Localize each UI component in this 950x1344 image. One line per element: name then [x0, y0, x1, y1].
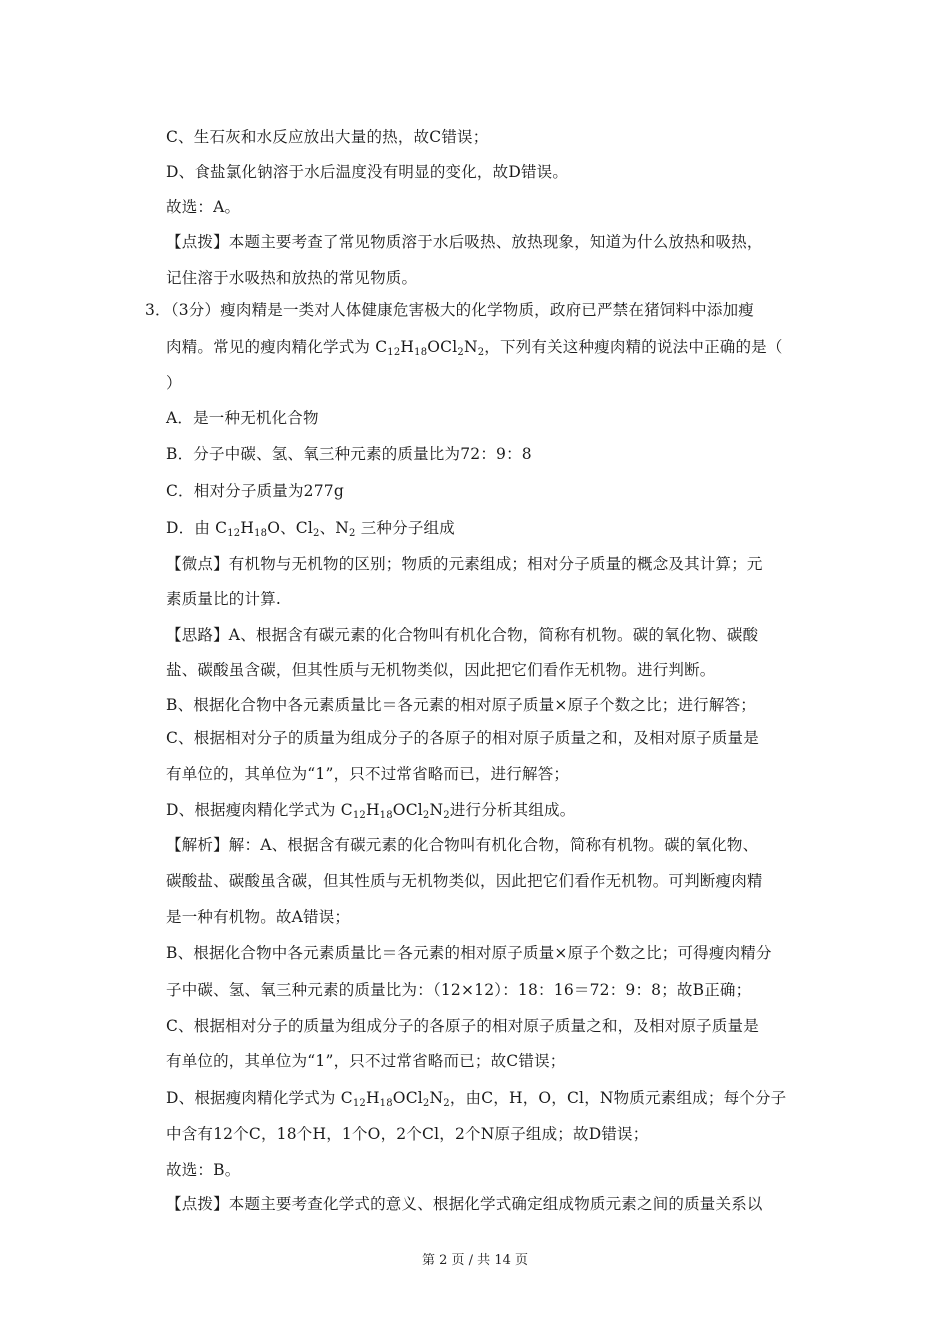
- text-segment: ，下列有关这种瘦肉精的说法中正确的是（: [484, 338, 783, 356]
- text-segment: ，由C，H，O，Cl，N物质元素组成；每个分子: [449, 1089, 787, 1107]
- text-line: 素质量比的计算.: [166, 590, 282, 608]
- text-line: 记住溶于水吸热和放热的常见物质。: [166, 269, 418, 287]
- text-line: 【微点】有机物与无机物的区别；物质的元素组成；相对分子质量的概念及其计算；元: [166, 555, 763, 573]
- subscript: 18: [414, 347, 428, 358]
- text-line: 是一种有机物。故A错误；: [166, 908, 351, 926]
- text-line: B．分子中碳、氢、氧三种元素的质量比为72：9：8: [166, 445, 532, 463]
- text-segment: N: [463, 338, 478, 356]
- subscript: 2: [443, 810, 450, 821]
- text-line: 3．（3分）瘦肉精是一类对人体健康危害极大的化学物质，政府已严禁在猪饲料中添加瘦: [145, 301, 754, 319]
- subscript: 12: [352, 810, 366, 821]
- text-line: A．是一种无机化合物: [166, 409, 319, 427]
- text-line: C．相对分子质量为277g: [166, 482, 344, 500]
- subscript: 12: [227, 528, 241, 539]
- subscript: 2: [457, 347, 464, 358]
- text-segment: H: [240, 519, 255, 537]
- subscript: 2: [313, 528, 320, 539]
- text-line: [166, 518, 455, 538]
- text-line: 子中碳、氢、氧三种元素的质量比为：（12×12）：18：16＝72：9：8；故B正确；: [166, 981, 752, 999]
- text-line: 有单位的，其单位为“1”，只不过常省略而已，进行解答；: [166, 765, 570, 783]
- text-segment: D、根据瘦肉精化学式为 C: [166, 801, 353, 819]
- subscript: 12: [352, 1098, 366, 1109]
- text-line: 碳酸盐、碳酸虽含碳，但其性质与无机物类似，因此把它们看作无机物。可判断瘦肉精: [166, 872, 763, 890]
- text-line: D、食盐氯化钠溶于水后温度没有明显的变化，故D错误。: [166, 163, 569, 181]
- text-segment: H: [365, 801, 380, 819]
- text-segment: N: [429, 1089, 444, 1107]
- text-segment: 进行分析其组成。: [449, 801, 576, 819]
- text-segment: OCl: [392, 801, 423, 819]
- subscript: 18: [254, 528, 268, 539]
- subscript: 2: [422, 1098, 430, 1109]
- text-line: C、根据相对分子的质量为组成分子的各原子的相对原子质量之和，及相对原子质量是: [166, 729, 759, 747]
- text-segment: N: [429, 801, 444, 819]
- text-segment: O、Cl: [267, 519, 314, 537]
- text-segment: H: [365, 1089, 380, 1107]
- text-line: C、生石灰和水反应放出大量的热，故C错误；: [166, 128, 489, 146]
- text-line: 中含有12个C，18个H，1个O，2个Cl，2个N原子组成；故D错误；: [166, 1125, 649, 1143]
- text-line: 【点拨】本题主要考查化学式的意义、根据化学式确定组成物质元素之间的质量关系以: [166, 1195, 763, 1213]
- text-line: 【思路】A、根据含有碳元素的化合物叫有机化合物，简称有机物。碳的氧化物、碳酸: [166, 626, 759, 644]
- text-line: [166, 1088, 786, 1108]
- text-line: 故选：B。: [166, 1161, 241, 1179]
- text-segment: OCl: [392, 1089, 423, 1107]
- text-segment: D．由 C: [166, 519, 228, 537]
- text-line: ）: [166, 374, 182, 392]
- text-line: [166, 800, 575, 820]
- text-line: [166, 337, 783, 357]
- text-segment: 三种分子组成: [355, 519, 455, 537]
- subscript: 2: [422, 810, 430, 821]
- subscript: 2: [349, 528, 356, 539]
- text-line: B、根据化合物中各元素质量比＝各元素的相对原子质量×原子个数之比；可得瘦肉精分: [166, 944, 772, 962]
- text-segment: OCl: [427, 338, 458, 356]
- text-line: 【点拨】本题主要考查了常见物质溶于水后吸热、放热现象，知道为什么放热和吸热，: [166, 233, 763, 251]
- text-segment: 、N: [319, 519, 350, 537]
- subscript: 18: [379, 810, 393, 821]
- text-segment: 肉精。常见的瘦肉精化学式为 C: [166, 338, 388, 356]
- subscript: 2: [443, 1098, 450, 1109]
- text-line: 故选：A。: [166, 198, 241, 216]
- text-line: 盐、碳酸虽含碳，但其性质与无机物类似，因此把它们看作无机物。进行判断。: [166, 661, 716, 679]
- text-line: B、根据化合物中各元素质量比＝各元素的相对原子质量×原子个数之比；进行解答；: [166, 696, 756, 714]
- text-line: 有单位的，其单位为“1”，只不过常省略而已；故C错误；: [166, 1052, 566, 1070]
- text-segment: D、根据瘦肉精化学式为 C: [166, 1089, 353, 1107]
- text-line: C、根据相对分子的质量为组成分子的各原子的相对原子质量之和，及相对原子质量是: [166, 1017, 759, 1035]
- text-line: 【解析】解：A、根据含有碳元素的化合物叫有机化合物，简称有机物。碳的氧化物、: [166, 836, 759, 854]
- subscript: 2: [477, 347, 485, 358]
- page-footer: 第 2 页 / 共 14 页: [422, 1253, 528, 1268]
- subscript: 18: [379, 1098, 393, 1109]
- text-segment: H: [400, 338, 415, 356]
- subscript: 12: [387, 347, 401, 358]
